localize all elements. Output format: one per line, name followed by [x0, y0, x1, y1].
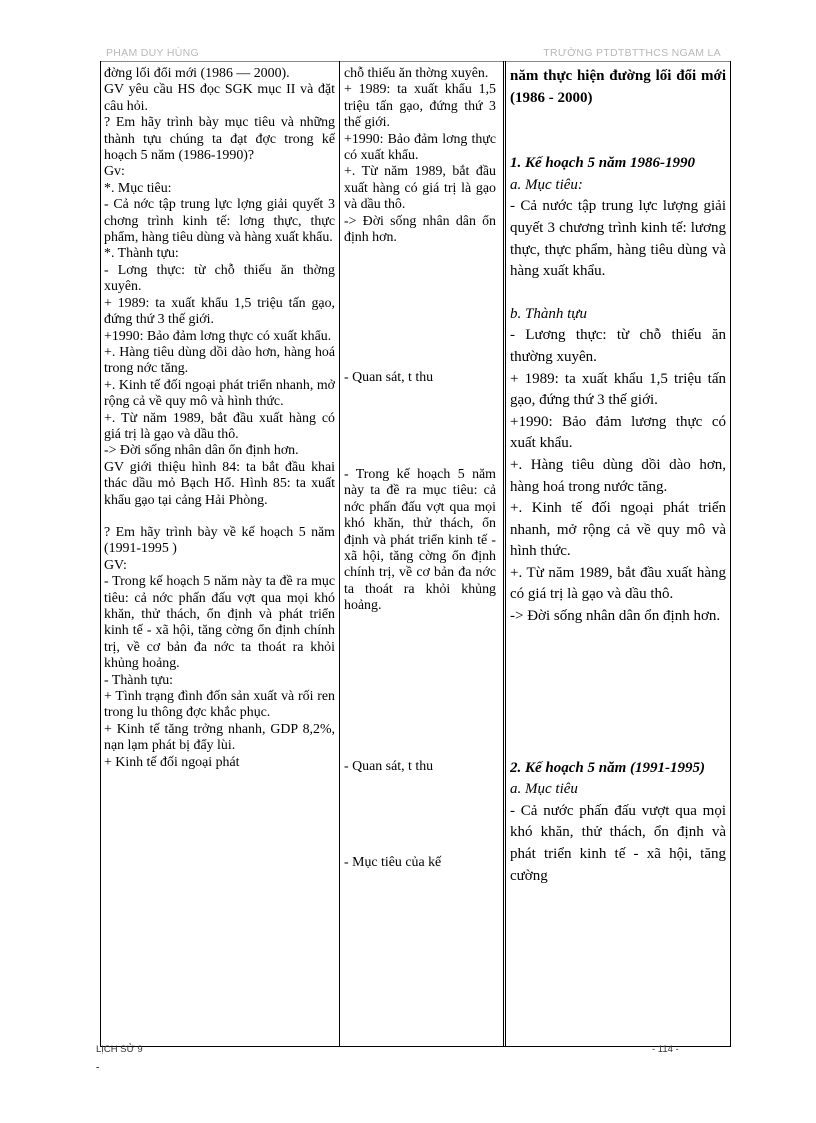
teacher-line: *. Thành tựu:	[104, 246, 179, 262]
table-border-right	[730, 61, 731, 1047]
teacher-line: + Kinh tế tăng trởng nhanh, GDP 8,2%, nạn lạm phát bị đẩy lùi.	[104, 721, 335, 754]
student-line: - Quan sát, t thu	[344, 370, 434, 386]
spacer	[510, 628, 726, 758]
teacher-line: + 1989: ta xuất khẩu 1,5 triệu tấn gạo, đứng thứ 3 thế giới.	[104, 295, 335, 328]
subheading-achievements: b. Thành tựu	[510, 305, 587, 322]
content-item: +. Kinh tế đối ngoại phát triển nhanh, mở rộng cả về quy mô và hình thức.	[510, 500, 726, 560]
teacher-line: ? Em hãy trình bày về kế hoạch 5 năm (1991-1995 )	[104, 524, 335, 557]
teacher-line: - Lơng thực: từ chỗ thiếu ăn thờng xuyên.	[104, 262, 335, 295]
student-line: - Mục tiêu của kế	[344, 854, 442, 870]
teacher-line: +. Kinh tế đối ngoại phát triển nhanh, mở rộng cả về quy mô và hình thức.	[104, 377, 335, 410]
student-column	[344, 66, 496, 1044]
header-rule	[100, 61, 730, 62]
content-paragraph: - Cả nước tập trung lực lượng giải quyết 3 chương trình kinh tế: lương thực, thực phẩm, hàng tiêu dùng và hàng xuất khẩu.	[510, 198, 726, 280]
teacher-line: đờng lối đổi mới (1986 — 2000).	[104, 66, 290, 81]
section-title: năm thực hiện đường lối đổi mới (1986 - 2000)	[510, 68, 726, 106]
student-line: +1990: Bảo đảm lơng thực có xuất khẩu.	[344, 131, 496, 164]
content-paragraph: - Cả nước phấn đấu vượt qua mọi khó khăn, thử thách, ổn định và phát triển kinh tế - xã hội, tăng cường	[510, 802, 726, 884]
teacher-line: + Kinh tế đối ngoại phát	[104, 754, 240, 770]
teacher-line: +. Từ năm 1989, bắt đầu xuất hàng có giá trị là gạo và dầu thô.	[104, 410, 335, 442]
content-item: -> Đời sống nhân dân ổn định hơn.	[510, 608, 721, 625]
heading-plan-1986-1990: 1. Kế hoạch 5 năm 1986-1990	[510, 155, 696, 172]
content-item: - Lương thực: từ chỗ thiếu ăn thường xuyên.	[510, 327, 726, 365]
content-column	[510, 66, 726, 1044]
table-divider-1	[339, 61, 340, 1047]
teacher-line: *. Mục tiêu:	[104, 180, 172, 196]
teacher-line: Gv:	[104, 164, 125, 180]
footer-subject: LỊCH SỬ 9	[96, 1044, 143, 1055]
subheading-goal: a. Mục tiêu	[510, 781, 578, 798]
subheading-goal: a. Mục tiêu:	[510, 176, 583, 193]
teacher-line: - Thành tựu:	[104, 672, 173, 688]
table-bottom-rule	[100, 1046, 730, 1047]
student-line: +. Từ năm 1989, bắt đầu xuất hàng có giá trị là gạo và dầu thô.	[344, 164, 496, 213]
content-item: +. Từ năm 1989, bắt đầu xuất hàng có giá trị là gạo và dầu thô.	[510, 564, 726, 603]
header-school: TRƯỜNG PTDTBTTHCS NGAM LA	[543, 47, 721, 59]
student-line: chỗ thiếu ăn thờng xuyên.	[344, 66, 489, 81]
table-divider-2	[503, 61, 504, 1047]
student-line: -> Đời sống nhân dân ổn định hơn.	[344, 213, 496, 246]
content-item: +. Hàng tiêu dùng dồi dào hơn, hàng hoá trong nước tăng.	[510, 456, 726, 495]
content-item: + 1989: ta xuất khẩu 1,5 triệu tấn gạo, đứng thứ 3 thế giới.	[510, 370, 726, 409]
footer-dash: -	[96, 1062, 100, 1073]
spacer	[510, 109, 726, 153]
content-item: +1990: Bảo đảm lương thực có xuất khẩu.	[510, 413, 726, 452]
footer-page-number: - 114 -	[652, 1044, 679, 1055]
teacher-line: ? Em hãy trình bày mục tiêu và những thành tựu chúng ta đạt đợc trong kế hoạch 5 năm (1986-1990)?	[104, 115, 335, 164]
teacher-line: - Trong kế hoạch 5 năm này ta đề ra mục tiêu: cả nớc phấn đấu vợt qua mọi khó khăn, thử thách, ổn định và phát triển kinh tế - xã hội, tăng cờng ổn định chính trị, về cơ bản đa nớc ta thoát ra khỏi khủng hoảng.	[104, 574, 335, 672]
header-author: PHẠM DUY HÙNG	[106, 47, 199, 59]
teacher-line: + Tình trạng đình đốn sản xuất và rối ren trong lu thông đợc khắc phục.	[104, 689, 335, 721]
table-divider-2b	[505, 61, 506, 1047]
spacer	[510, 283, 726, 304]
student-line: + 1989: ta xuất khẩu 1,5 triệu tấn gạo, đứng thứ 3 thế giới.	[344, 82, 496, 131]
teacher-line: GV:	[104, 557, 127, 573]
teacher-line: +. Hàng tiêu dùng dồi dào hơn, hàng hoá trong nớc tăng.	[104, 344, 335, 377]
teacher-line: - Cả nớc tập trung lực lợng giải quyết 3 chơng trình kinh tế: lơng thực, thực phẩm, hàng tiêu dùng và hàng xuất khẩu.	[104, 197, 335, 246]
teacher-line: +1990: Bảo đảm lơng thực có xuất khẩu.	[104, 328, 332, 344]
student-line: - Quan sát, t thu	[344, 758, 434, 774]
teacher-line: GV giới thiệu hình 84: ta bắt đầu khai thác dầu mỏ Bạch Hổ. Hình 85: ta xuất khẩu gạo tại cảng Hải Phòng.	[104, 459, 335, 508]
heading-plan-1991-1995: 2. Kế hoạch 5 năm (1991-1995)	[510, 759, 705, 776]
table-border-left	[100, 61, 101, 1047]
spacer	[104, 509, 335, 525]
teacher-line: -> Đời sống nhân dân ổn định hơn.	[104, 443, 299, 459]
teacher-column	[104, 66, 335, 1044]
teacher-line: GV yêu cầu HS đọc SGK mục II và đặt câu hỏi.	[104, 82, 335, 114]
student-line: - Trong kế hoạch 5 năm này ta đề ra mục tiêu: cả nớc phấn đấu vợt qua mọi khó khăn, thử thách, ổn định và phát triển kinh tế - xã hội, tăng cờng ổn định chính trị, về cơ bản đa nớc ta thoát ra khỏi khủng hoảng.	[344, 466, 496, 614]
